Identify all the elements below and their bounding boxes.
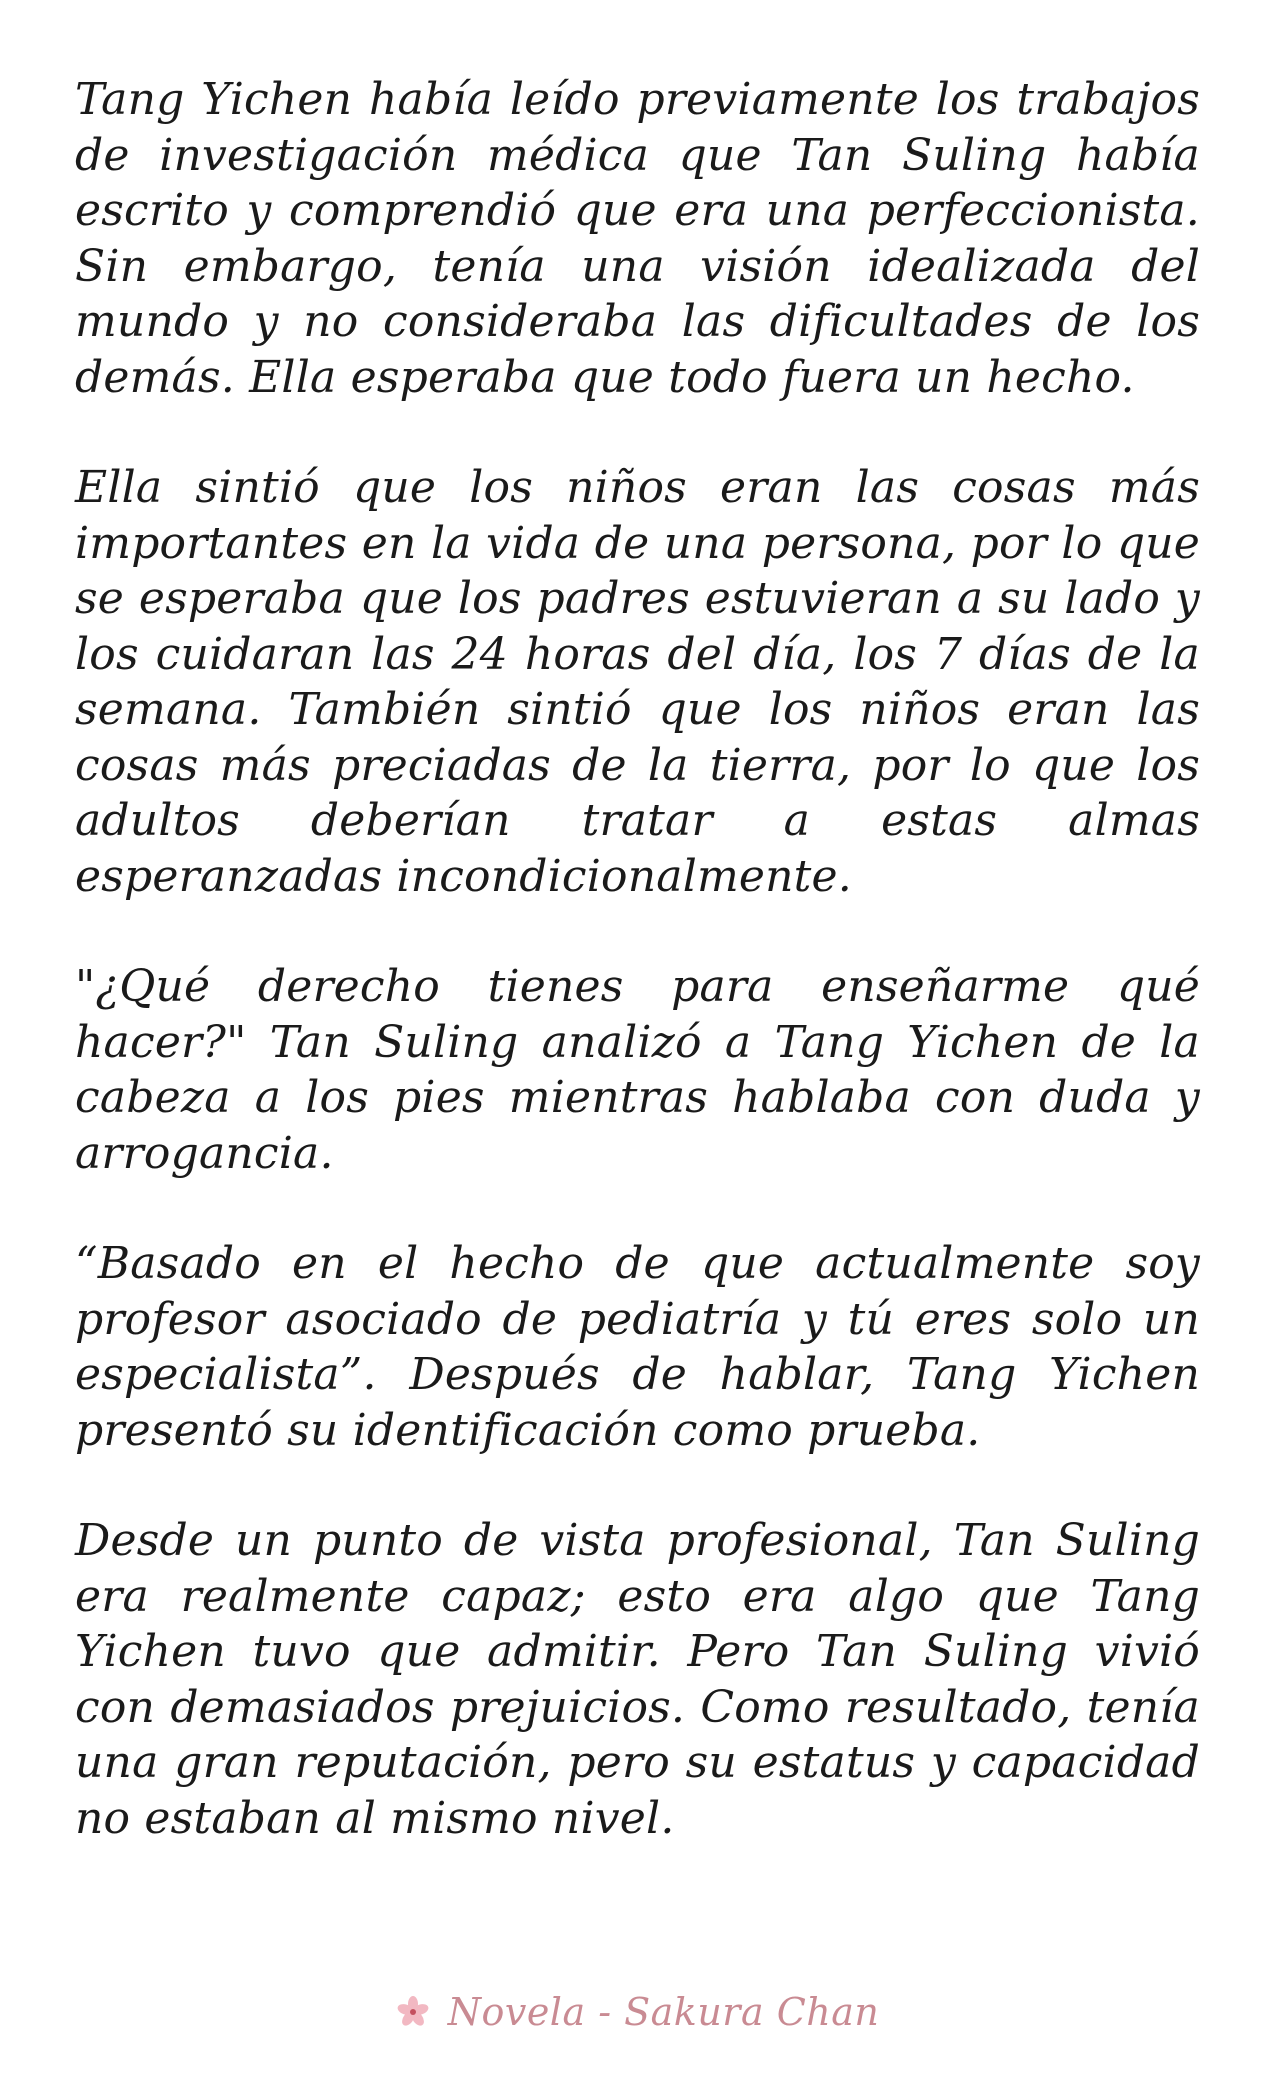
paragraph-3: "¿Qué derecho tienes para enseñarme qué hacer?" Tan Suling analizó a Tang Yichen de la cabeza a los pies mientras hablaba con duda y arrogancia. [75, 961, 1200, 1179]
paragraph-5: Desde un punto de vista profesional, Tan Suling era realmente capaz; esto era algo que Tang Yichen tuvo que admitir. Pero Tan Suling vivió con demasiados prejuicios. Como resultado, tenía una gran reputación, pero su estatus y capacidad no estaban al mismo nivel. [75, 1515, 1200, 1844]
watermark-footer [0, 1990, 1275, 2034]
article-body [75, 72, 1200, 1901]
paragraph-2: Ella sintió que los niños eran las cosas más importantes en la vida de una persona, por lo que se esperaba que los padres estuvieran a su lado y los cuidaran las 24 horas del día, los 7 días de la semana. También sintió que los niños eran las cosas más preciadas de la tierra, por lo que los adultos deberían tratar a estas almas esperanzadas incondicionalmente. [75, 462, 1200, 902]
paragraph-4: “Basado en el hecho de que actualmente soy profesor asociado de pediatría y tú eres solo un especialista”. Después de hablar, Tang Yichen presentó su identificación como prueba. [75, 1238, 1200, 1456]
paragraph-1: Tang Yichen había leído previamente los trabajos de investigación médica que Tan Suling había escrito y comprendió que era una perfeccionista. Sin embargo, tenía una visión idealizada del mundo y no consideraba las dificultades de los demás. Ella esperaba que todo fuera un hecho. [75, 74, 1200, 403]
cherry-blossom-icon [396, 1994, 430, 2028]
watermark-label: Novela - Sakura Chan [447, 1990, 880, 2034]
